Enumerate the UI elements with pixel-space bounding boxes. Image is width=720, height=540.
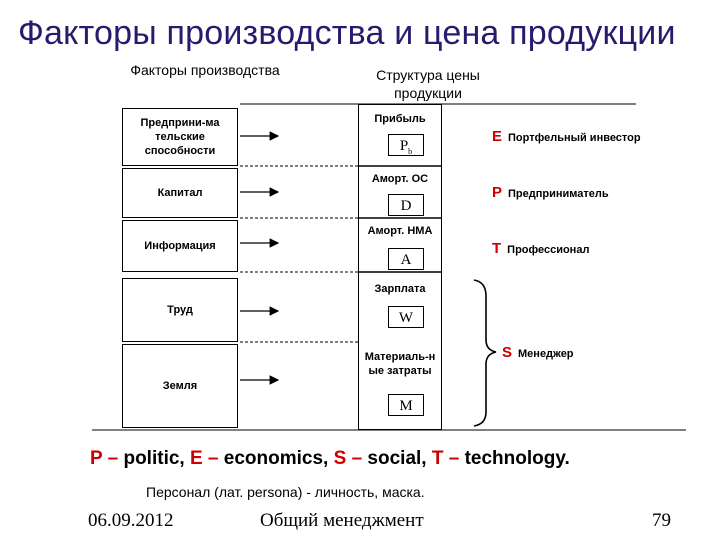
segment-depreciation-fixed-label: Аморт. ОС bbox=[371, 173, 429, 185]
persona-note: Персонал (лат. persona) - личность, маска. bbox=[146, 484, 425, 500]
segment-wages-label: Зарплата bbox=[374, 283, 426, 295]
factor-land: Земля bbox=[122, 344, 238, 428]
segment-materials-label: Материаль-н ые затраты bbox=[364, 351, 436, 377]
factor-capital: Капитал bbox=[122, 168, 238, 218]
symbol-profit: $P_b$ bbox=[388, 134, 424, 156]
symbol-wages: W bbox=[388, 306, 424, 328]
factor-labor: Труд bbox=[122, 278, 238, 342]
footer-page-number: 79 bbox=[652, 510, 671, 531]
role-s: S Менеджер bbox=[502, 344, 574, 361]
symbol-amortization: A bbox=[388, 248, 424, 270]
role-p: P Предприниматель bbox=[492, 184, 609, 201]
factors-header: Факторы производства bbox=[130, 62, 280, 78]
footer-course: Общий менеджмент bbox=[260, 510, 424, 531]
price-structure-header: Структура цены продукции bbox=[376, 67, 480, 101]
slide-title: Факторы производства и цена продукции bbox=[18, 14, 676, 52]
segment-depreciation-intangible-label: Аморт. НМА bbox=[367, 225, 433, 237]
brace bbox=[474, 280, 496, 426]
role-e: E Портфельный инвестор bbox=[492, 128, 641, 145]
footer-date: 06.09.2012 bbox=[88, 510, 174, 531]
segment-profit-label: Прибыль bbox=[374, 113, 426, 125]
symbol-depreciation: D bbox=[388, 194, 424, 216]
factor-information: Информация bbox=[122, 220, 238, 272]
factor-entrepreneurship: Предприни-ма тельские способности bbox=[122, 108, 238, 166]
pest-legend: P – politic, E – economics, S – social, T – technology. bbox=[90, 448, 570, 469]
symbol-materials: M bbox=[388, 394, 424, 416]
role-t: T Профессионал bbox=[492, 240, 590, 257]
